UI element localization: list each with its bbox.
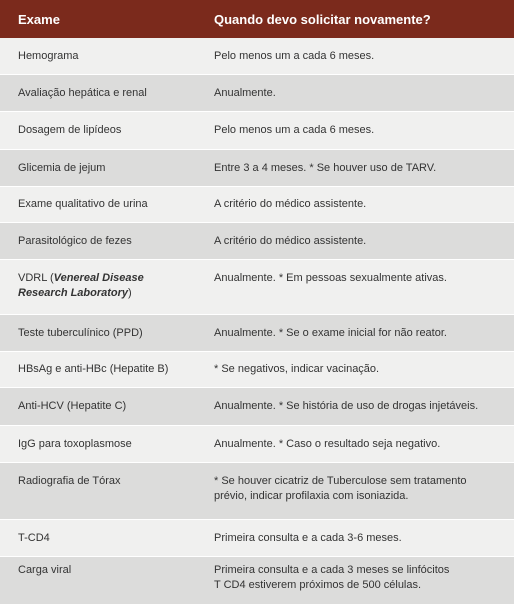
exam-frequency: * Se negativos, indicar vacinação. xyxy=(214,363,380,375)
exam-frequency-line: Primeira consulta e a cada 3 meses se linfócitos xyxy=(214,564,450,576)
exam-frequency: A critério do médico assistente. xyxy=(214,198,367,210)
exam-name: IgG para toxoplasmose xyxy=(18,437,132,450)
table-row xyxy=(0,38,514,75)
table-row xyxy=(0,352,514,388)
exam-frequency: Entre 3 a 4 meses. * Se houver uso de TARV. xyxy=(214,161,437,174)
exam-frequency: Anualmente. * Se história de uso de drogas injetáveis. xyxy=(214,400,479,412)
exam-name: Dosagem de lipídeos xyxy=(18,124,122,136)
table-row xyxy=(0,463,514,520)
exam-frequency: Pelo menos um a cada 6 meses. xyxy=(214,124,375,136)
table-row xyxy=(0,315,514,352)
exam-frequency xyxy=(196,557,514,604)
exam-name: Avaliação hepática e renal xyxy=(18,86,147,99)
exam-name: Anti-HCV (Hepatite C) xyxy=(18,400,127,412)
exam-name: Teste tuberculínico (PPD) xyxy=(18,326,143,339)
header-exam: Exame xyxy=(18,11,60,27)
table-row xyxy=(0,260,514,315)
exam-frequency: Anualmente. * Se o exame inicial for não reator. xyxy=(214,326,447,339)
table-row xyxy=(0,75,514,112)
table-row xyxy=(0,112,514,150)
exam-name: Carga viral xyxy=(18,564,72,576)
table-row xyxy=(0,388,514,426)
exam-name: HBsAg e anti-HBc (Hepatite B) xyxy=(18,363,169,375)
exam-frequency-line: * Se houver cicatriz de Tuberculose sem tratamento xyxy=(214,475,467,487)
exam-name: Hemograma xyxy=(18,49,79,62)
exam-name: T-CD4 xyxy=(18,531,50,544)
exam-name-prefix: VDRL ( xyxy=(18,272,54,284)
exam-name: Radiografia de Tórax xyxy=(18,475,121,487)
exam-frequency-line: T CD4 estiverem próximos de 500 células. xyxy=(214,579,422,591)
header-when: Quando devo solicitar novamente? xyxy=(214,11,431,27)
table-row xyxy=(0,426,514,463)
exam-name-italic: Venereal Disease Research Laboratory xyxy=(18,272,144,299)
table-row xyxy=(0,150,514,187)
exam-frequency-line: prévio, indicar profilaxia com isoniazida. xyxy=(214,490,409,502)
table-row xyxy=(0,187,514,223)
exam-name xyxy=(0,260,196,314)
exam-frequency: Anualmente. xyxy=(214,86,276,99)
exam-name-suffix: ) xyxy=(128,287,132,299)
exam-frequency: Pelo menos um a cada 6 meses. xyxy=(214,49,375,62)
exam-frequency: Anualmente. * Em pessoas sexualmente ativas. xyxy=(214,272,447,284)
exam-name: Parasitológico de fezes xyxy=(18,234,132,247)
exam-frequency: A critério do médico assistente. xyxy=(214,234,367,247)
table-row xyxy=(0,223,514,260)
table-header xyxy=(0,0,514,38)
table-row xyxy=(0,520,514,557)
exam-name: Exame qualitativo de urina xyxy=(18,198,148,210)
exam-frequency: Primeira consulta e a cada 3-6 meses. xyxy=(214,531,402,544)
exam-frequency: Anualmente. * Caso o resultado seja negativo. xyxy=(214,437,441,450)
exam-frequency xyxy=(196,463,514,519)
exam-name: Glicemia de jejum xyxy=(18,161,106,174)
table-row xyxy=(0,557,514,605)
